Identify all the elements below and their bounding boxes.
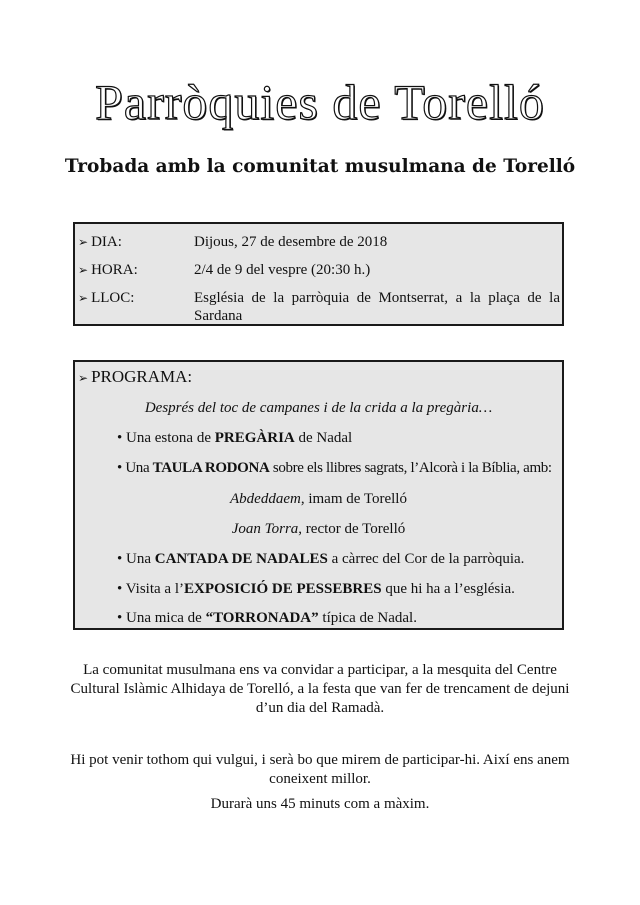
item-text: Una (125, 460, 153, 476)
program-intro-text: Després del toc de campanes i de la crida a la pregària… (144, 400, 493, 416)
program-item: • Una estona de PREGÀRIA de Nadal (117, 430, 353, 446)
invitation-paragraph: La comunitat musulmana ens va convidar a participar, a la mesquita del Centre Cultural Islàmic Alhidaya de Torelló, a la festa que van fer de trencament de dejuni d’un dia del Ramadà. (70, 662, 570, 716)
program-item: • Una TAULA RODONA sobre els llibres sagrats, l’Alcorà i la Bíblia, amb: (117, 460, 552, 476)
item-text: Una estona de (126, 430, 215, 446)
info-label-text: HORA: (91, 262, 138, 278)
arrow-bullet-icon: ➢ (78, 235, 89, 249)
item-text: a càrrec del Cor de la parròquia. (327, 551, 525, 567)
program-heading (78, 367, 192, 387)
page-title: Parròquies de Torelló (95, 74, 545, 130)
info-value: 2/4 de 9 del vespre (20:30 h.) (194, 262, 371, 278)
info-label-text: DIA: (91, 234, 122, 250)
program-item: • Visita a l’EXPOSICIÓ DE PESSEBRES que hi ha a l’església. (117, 581, 515, 597)
arrow-bullet-icon: ➢ (78, 291, 89, 305)
item-text: típica de Nadal. (318, 610, 417, 626)
panel-member (75, 491, 562, 508)
info-label (78, 233, 122, 251)
program-box (73, 360, 564, 630)
item-text: Una (126, 551, 155, 567)
info-value: Església de la parròquia de Montserrat, a la plaça de la Sardana (194, 290, 560, 324)
everyone-welcome-paragraph: Hi pot venir tothom qui vulgui, i serà bo que mirem de participar-hi. Així ens anem coneixent millor. (70, 752, 570, 787)
item-highlight: CANTADA DE NADALES (154, 551, 328, 567)
info-value: Dijous, 27 de desembre de 2018 (194, 234, 388, 250)
item-highlight: PREGÀRIA (214, 430, 295, 446)
panel-member-name: Abdeddaem (230, 491, 301, 507)
item-highlight: EXPOSICIÓ DE PESSEBRES (183, 581, 382, 597)
program-heading-text: PROGRAMA: (91, 367, 193, 386)
info-label (78, 289, 134, 307)
duration-paragraph: Durarà uns 45 minuts com a màxim. (210, 796, 430, 812)
panel-member-role: , rector de Torelló (298, 521, 406, 537)
arrow-bullet-icon: ➢ (78, 263, 89, 277)
arrow-bullet-icon: ➢ (78, 371, 89, 385)
item-highlight: TAULA RODONA (152, 460, 270, 476)
info-label-text: LLOC: (91, 290, 135, 306)
item-text: Una mica de (126, 610, 206, 626)
program-item: • Una mica de “TORRONADA” típica de Nadal. (117, 610, 417, 626)
info-label (78, 261, 138, 279)
page-subtitle: Trobada amb la comunitat musulmana de Torelló (64, 156, 576, 177)
item-text: de Nadal (294, 430, 353, 446)
panel-member-name: Joan Torra (231, 521, 299, 537)
item-text: Visita a l’ (125, 581, 184, 597)
item-text: sobre els llibres sagrats, l’Alcorà i la Bíblia, amb: (269, 460, 552, 476)
item-highlight: “TORRONADA” (205, 610, 319, 626)
program-item: • Una CANTADA DE NADALES a càrrec del Cor de la parròquia. (117, 551, 525, 567)
panel-member (75, 521, 562, 538)
event-info-box (73, 222, 564, 326)
program-intro (75, 400, 562, 417)
item-text: que hi ha a l’església. (381, 581, 515, 597)
panel-member-role: , imam de Torelló (300, 491, 407, 507)
